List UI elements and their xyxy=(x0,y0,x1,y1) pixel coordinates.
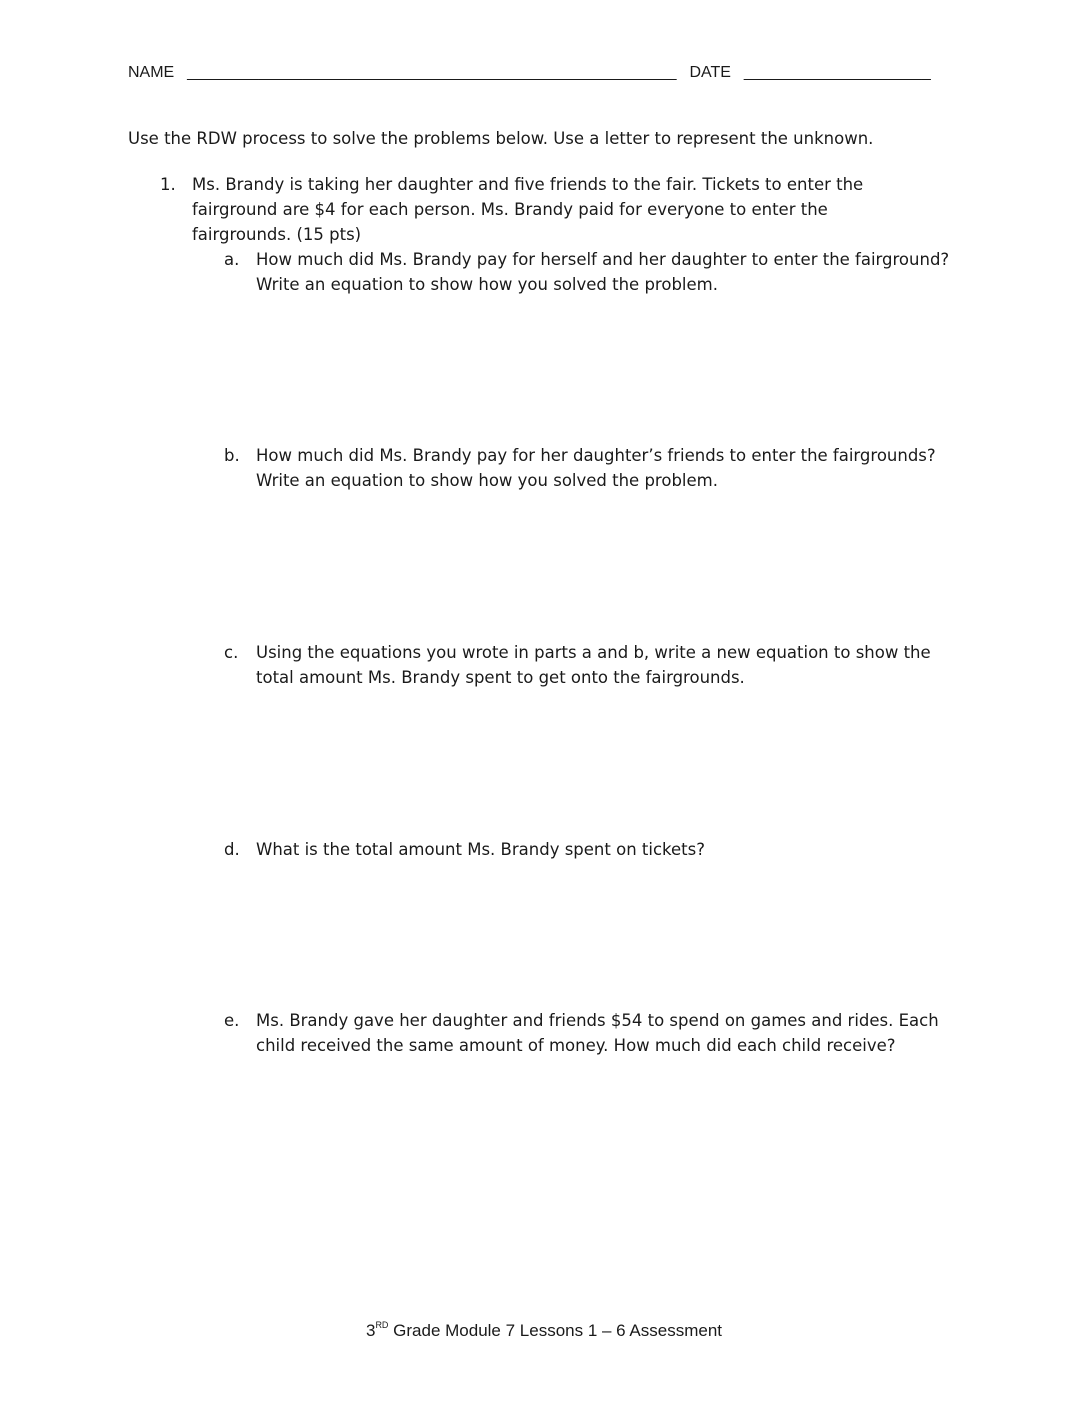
name-blank[interactable]: _______________________________________________________ xyxy=(187,64,677,81)
date-label: DATE xyxy=(689,64,731,81)
part-text: Ms. Brandy gave her daughter and friends $54 to spend on games and rides. Each child received the same amount of money. How much did each child receive? xyxy=(256,1011,939,1055)
part-letter: b. xyxy=(224,446,240,465)
part-letter: e. xyxy=(224,1011,240,1030)
part-text: What is the total amount Ms. Brandy spent on tickets? xyxy=(256,840,705,859)
part-b xyxy=(224,443,964,493)
name-date-header xyxy=(128,64,931,82)
footer-grade-number: 3 xyxy=(365,1321,376,1340)
part-a xyxy=(224,247,964,297)
footer-grade-suffix: RD xyxy=(375,1320,389,1330)
problem-stem: Ms. Brandy is taking her daughter and five friends to the fair. Tickets to enter the fairground are $4 for each person. Ms. Brandy paid for everyone to enter the fairgrounds. (15 pts) xyxy=(192,175,864,244)
part-c xyxy=(224,640,964,690)
part-text: How much did Ms. Brandy pay for her daughter’s friends to enter the fairgrounds? Write an equation to show how you solved the problem. xyxy=(256,446,936,490)
part-e xyxy=(224,1008,964,1058)
name-label: NAME xyxy=(128,64,175,81)
part-d xyxy=(224,837,964,862)
page-footer xyxy=(0,1320,1088,1341)
part-text: How much did Ms. Brandy pay for herself and her daughter to enter the fairground? Write an equation to show how you solved the problem. xyxy=(256,250,950,294)
footer-title: Grade Module 7 Lessons 1 – 6 Assessment xyxy=(388,1321,723,1340)
problem-1 xyxy=(160,172,900,247)
part-text: Using the equations you wrote in parts a and b, write a new equation to show the total amount Ms. Brandy spent to get onto the fairgrounds. xyxy=(256,643,931,687)
part-letter: c. xyxy=(224,643,239,662)
part-letter: d. xyxy=(224,840,240,859)
instructions: Use the RDW process to solve the problems below. Use a letter to represent the unknown. xyxy=(128,129,874,148)
problem-number: 1. xyxy=(160,175,176,194)
date-blank[interactable]: _____________________ xyxy=(743,64,931,81)
part-letter: a. xyxy=(224,250,240,269)
